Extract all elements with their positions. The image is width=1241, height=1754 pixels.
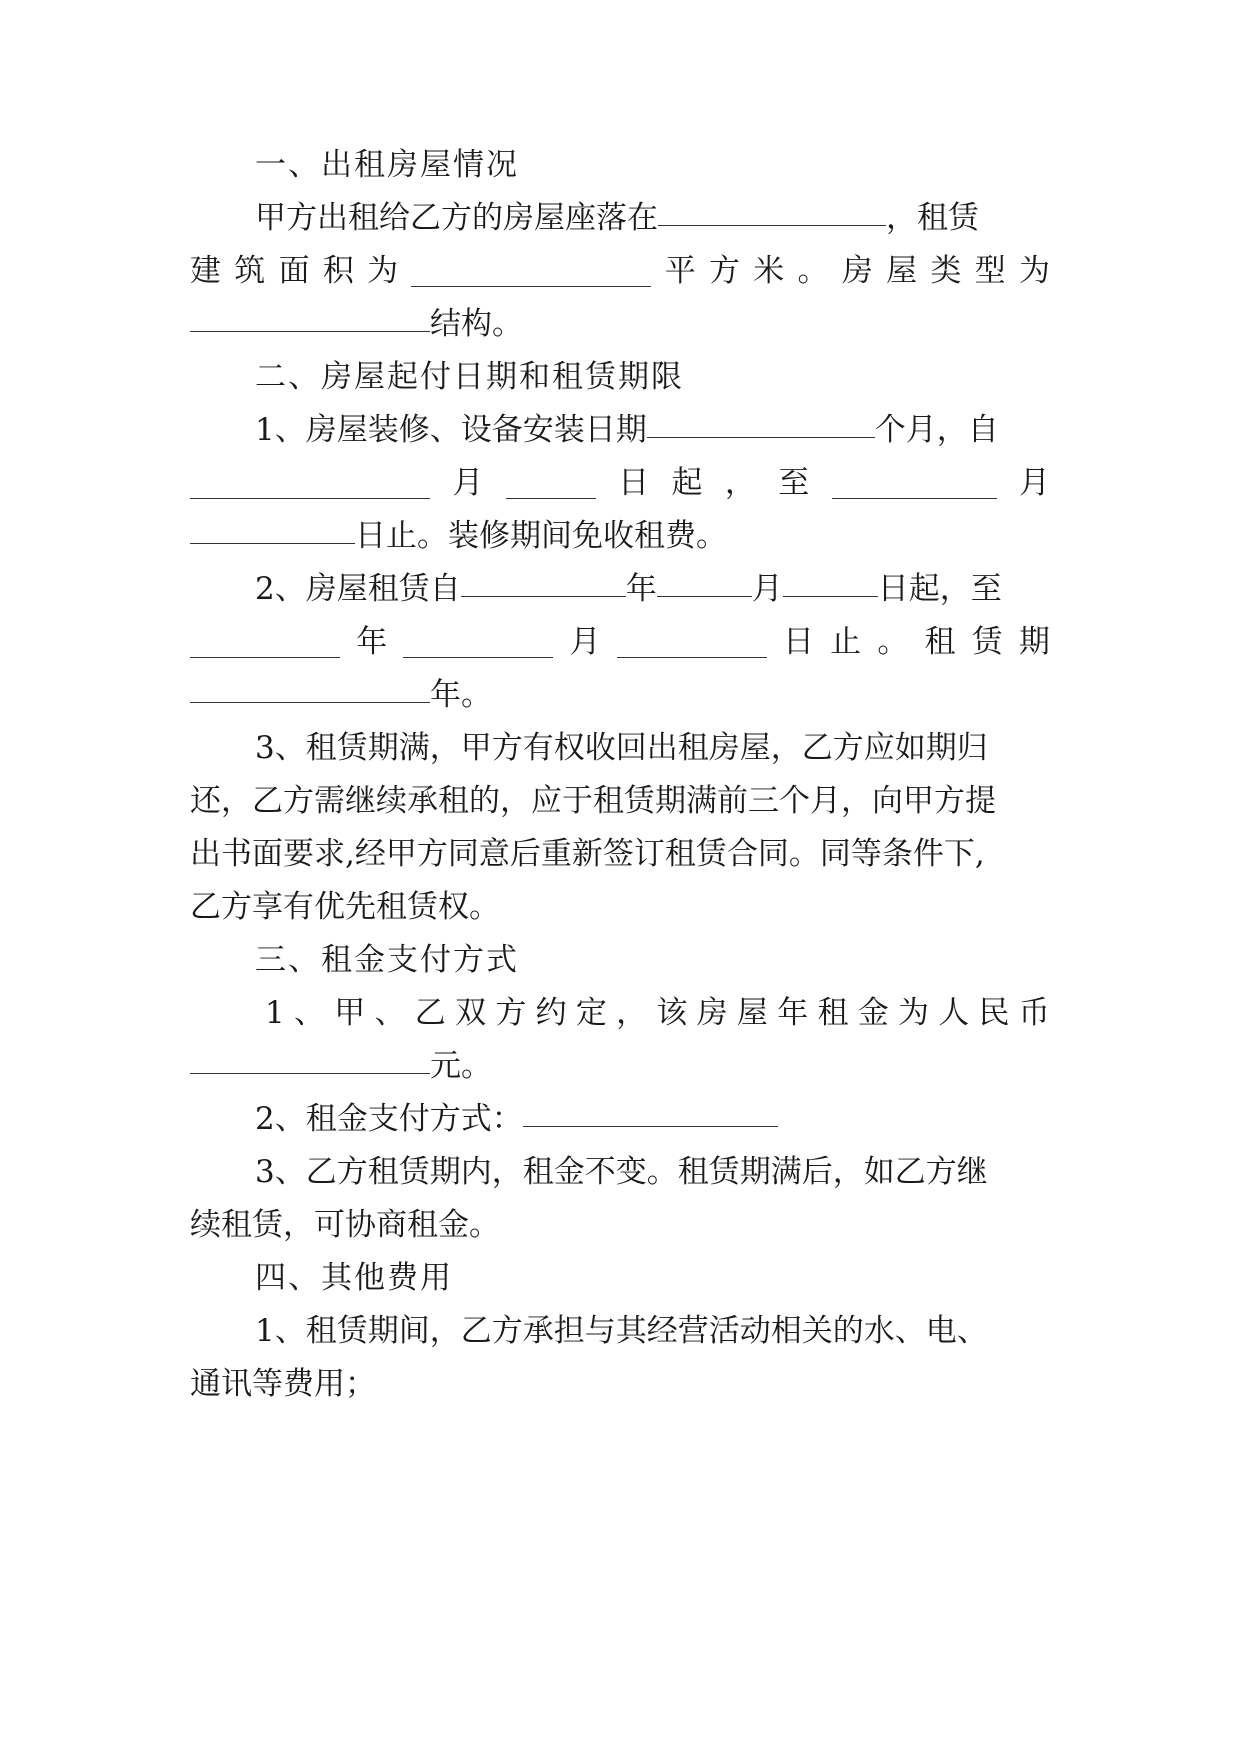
text-segment: 人 [938,995,970,1031]
text-segment: ， [724,465,756,501]
paragraph-line [190,1355,1050,1413]
blank-start-month[interactable] [190,464,430,499]
text-segment: 为 [367,253,399,289]
text-segment: 、 [374,995,406,1031]
section-1-heading [190,136,1050,194]
paragraph-line [190,878,1050,936]
blank-lease-start-month[interactable] [657,562,752,597]
text-segment: 结构。 [430,306,523,342]
text-segment: 房 [841,253,873,289]
text-segment: 双 [455,995,487,1031]
text-segment: 年 [356,624,388,660]
text-segment: 、 [294,995,325,1031]
text-segment: 月 [751,571,783,607]
blank-location[interactable] [658,191,886,226]
blank-lease-start-day[interactable] [783,562,878,597]
text-segment: 面 [278,253,310,289]
text-segment: 为 [1018,253,1050,289]
paragraph-line [190,1037,1050,1095]
text-segment: 月 [569,624,601,660]
paragraph-line [190,1090,1050,1148]
text-segment: 通讯等费用； [190,1366,376,1402]
text-segment: 约 [535,995,567,1031]
blank-lease-end-month[interactable] [403,623,553,658]
text-segment: 平 [664,253,696,289]
paragraph-line [190,1196,1050,1254]
blank-lease-end-day[interactable] [617,623,767,658]
paragraph-line [190,295,1050,353]
paragraph-line [190,560,1050,618]
text-segment: 租 [817,995,849,1031]
text-segment: 月 [1019,465,1050,501]
text-segment: 个月，自 [874,412,999,448]
text-segment: 米 [753,253,785,289]
text-segment: 赁 [971,624,1003,660]
text-segment: 二、房屋起付日期和租赁期限 [255,359,684,395]
text-segment: 金 [857,995,889,1031]
blank-area[interactable] [411,252,651,287]
text-segment: 。 [877,624,909,660]
paragraph-line [190,189,1050,247]
paragraph-line [190,507,1050,565]
text-segment: 日止。装修期间免收租费。 [355,518,727,554]
paragraph-line [190,719,1050,777]
blank-end-day[interactable] [190,509,355,544]
text-segment: 年。 [430,677,492,713]
text-segment: 期 [1018,624,1050,660]
text-segment: 积 [322,253,354,289]
text-segment: ， [616,995,648,1031]
text-segment: 1、租赁期间，乙方承担与其经营活动相关的水、电、 [255,1313,988,1349]
text-segment: 2、房屋租赁自 [255,571,461,607]
text-segment: 日 [618,465,650,501]
blank-lease-start-year[interactable] [461,562,626,597]
paragraph-line [190,242,1050,300]
paragraph-line [190,454,1050,512]
text-segment: 四、其他费用 [255,1260,453,1296]
text-segment: 币 [1018,995,1050,1031]
section-3-heading [190,931,1050,989]
text-segment: 日起，至 [877,571,1002,607]
text-segment: ，租赁 [886,200,979,236]
text-segment: 租 [924,624,956,660]
text-segment: 乙方享有优先租赁权。 [190,889,500,925]
text-segment: 2、租金支付方式： [255,1101,523,1137]
text-segment: 3、乙方租赁期内，租金不变。租赁期满后，如乙方继 [255,1154,988,1190]
blank-payment-method[interactable] [523,1092,778,1127]
text-segment: 乙 [414,995,446,1031]
blank-lease-years[interactable] [190,668,430,703]
text-segment: 甲方出租给乙方的房屋座落在 [255,200,658,236]
text-segment: 屋 [736,995,768,1031]
blank-start-day[interactable] [506,464,596,499]
paragraph-line [190,825,1050,883]
paragraph-line [190,613,1050,671]
text-segment: 元。 [430,1048,492,1084]
text-segment: 筑 [234,253,266,289]
paragraph-line [190,1302,1050,1360]
text-segment: 起 [671,465,703,501]
blank-annual-rent[interactable] [190,1039,430,1074]
text-segment: 一、出租房屋情况 [255,147,519,183]
section-2-heading [190,348,1050,406]
text-segment: 该 [656,995,688,1031]
text-segment: 三、租金支付方式 [255,942,519,978]
text-segment: 民 [978,995,1010,1031]
text-segment: 定 [575,995,607,1031]
paragraph-line [190,772,1050,830]
text-segment: 止 [830,624,862,660]
blank-decoration-months[interactable] [647,403,875,438]
text-segment: 。 [797,253,829,289]
text-segment: 甲 [334,995,366,1031]
text-segment: 月 [452,465,484,501]
text-segment: 续租赁，可协商租金。 [190,1207,500,1243]
text-segment: 方 [495,995,527,1031]
text-segment: 屋 [886,253,918,289]
text-segment: 型 [974,253,1006,289]
text-segment: 年 [777,995,809,1031]
paragraph-line [265,984,1050,1042]
text-segment: 为 [897,995,929,1031]
text-segment: 出书面要求,经甲方同意后重新签订租赁合同。同等条件下, [190,836,985,872]
paragraph-line [190,401,1050,459]
blank-end-month[interactable] [832,464,997,499]
section-4-heading [190,1249,1050,1307]
blank-lease-end-year[interactable] [190,623,340,658]
text-segment: 日 [782,624,814,660]
paragraph-line [190,666,1050,724]
text-segment: 还，乙方需继续承租的，应于租赁期满前三个月，向甲方提 [190,783,996,819]
text-segment: 至 [778,465,810,501]
text-segment: 年 [625,571,657,607]
paragraph-line [190,1143,1050,1201]
text-segment: 3、租赁期满，甲方有权收回出租房屋，乙方应如期归 [255,730,988,766]
text-segment: 建 [190,253,221,289]
text-segment: 1 [265,995,285,1031]
text-segment: 房 [696,995,728,1031]
text-segment: 类 [930,253,962,289]
blank-structure[interactable] [190,297,430,332]
text-segment: 方 [708,253,740,289]
text-segment: 1、房屋装修、设备安装日期 [255,412,647,448]
